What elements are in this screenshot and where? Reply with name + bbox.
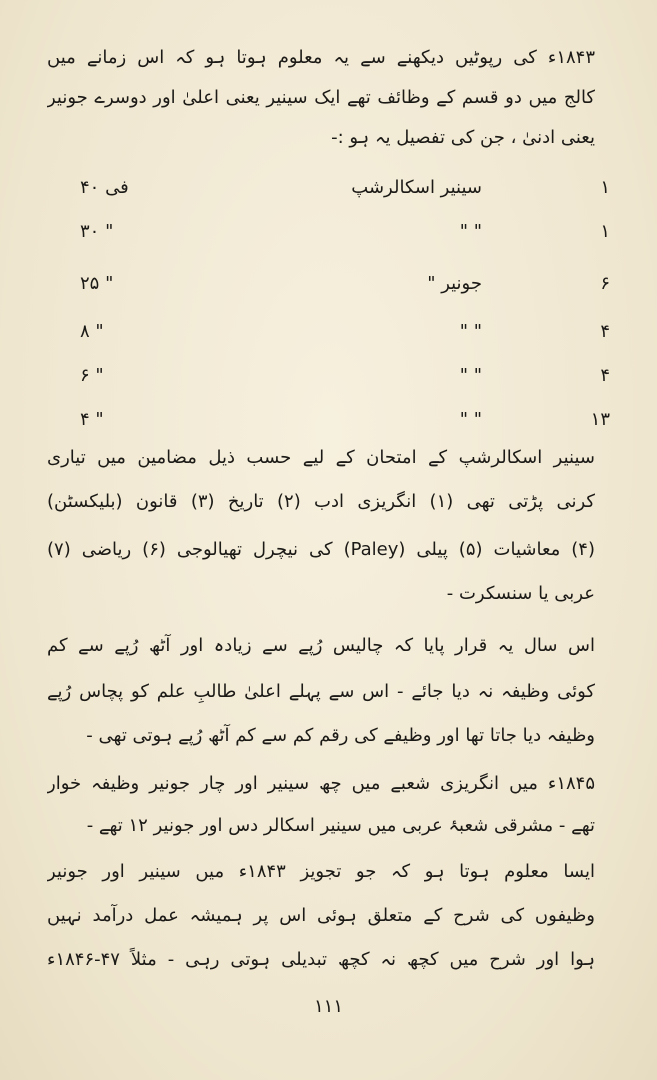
text-line: کوئی وظیفہ نہ دیا جائے - اس سے پہلے اعلیٰ طالبِ علم کو پچاس رُپے [47,681,595,702]
text-line: ۱۸۴۵ء میں انگریزی شعبے میں چھ سینیر اور چار جونیر وظیفہ خوار [47,773,595,794]
text-line: تھے - مشرقی شعبۂ عربی میں سینیر اسکالر دس اور جونیر ۱۲ تھے - [86,815,595,836]
table-cell-rate: " ۳۰ [80,221,114,242]
table-row [70,212,610,252]
text-line: سینیر اسکالرشپ کے امتحان کے لیے حسب ذیل مضامین میں تیاری [47,447,595,468]
table-cell-count: ۴ [600,321,610,342]
table-cell-rate: " ۲۵ [80,273,114,294]
text-line: وظیفوں کی شرح کے متعلق ہوئی اس پر ہمیشہ عمل درآمد نہیں [47,905,595,926]
table-cell-rate: " ۶ [80,365,104,386]
text-line: کالج میں دو قسم کے وظائف تھے ایک سینیر یعنی اعلیٰ اور دوسرے جونیر [47,87,595,108]
text-line: ہوا اور شرح میں کچھ نہ کچھ تبدیلی ہوتی رہی - مثلاً ۴۷-۱۸۴۶ء [47,949,595,970]
table-row [70,312,610,352]
table-cell-count: ۱ [600,177,610,198]
text-line: کرنی پڑتی تھی (۱) انگریزی ادب (۲) تاریخ (۳) قانون (بلیکسٹن) [47,491,595,512]
table-cell-name: " " [459,409,482,430]
page-number: ۱۱۱ [313,996,343,1017]
table-cell-name: " " [459,221,482,242]
table-cell-rate: فی ۴۰ [80,177,129,198]
table-cell-name: سینیر اسکالرشپ [351,177,482,198]
text-line: (۴) معاشیات (۵) پیلی (Paley) کی نیچرل تھیالوجی (۶) ریاضی (۷) [47,539,595,560]
table-cell-name: جونیر " [427,273,482,294]
table-cell-name: " " [459,365,482,386]
table-row [70,264,610,304]
table-cell-rate: " ۴ [80,409,104,430]
table-row [70,356,610,396]
text-line: یعنی ادنیٰ ، جن کی تفصیل یہ ہو :- [331,127,595,148]
text-line: وظیفہ دیا جاتا تھا اور وظیفے کی رقم کم سے کم آٹھ رُپے ہوتی تھی - [86,725,595,746]
table-cell-rate: " ۸ [80,321,104,342]
table-cell-count: ۱ [600,221,610,242]
table-cell-count: ۶ [600,273,610,294]
table-cell-count: ۱۳ [590,409,610,430]
text-line: ایسا معلوم ہوتا ہو کہ جو تجویز ۱۸۴۳ء میں سینیر اور جونیر [47,861,595,882]
table-row [70,168,610,208]
text-line: اس سال یہ قرار پایا کہ چالیس رُپے سے زیادہ اور آٹھ رُپے سے کم [47,635,595,656]
table-row [70,400,610,440]
text-line: ۱۸۴۳ء کی رپوٹیں دیکھنے سے یہ معلوم ہوتا ہو کہ اس زمانے میں [47,47,595,68]
text-line: عربی یا سنسکرت - [446,583,595,604]
table-cell-name: " " [459,321,482,342]
table-cell-count: ۴ [600,365,610,386]
